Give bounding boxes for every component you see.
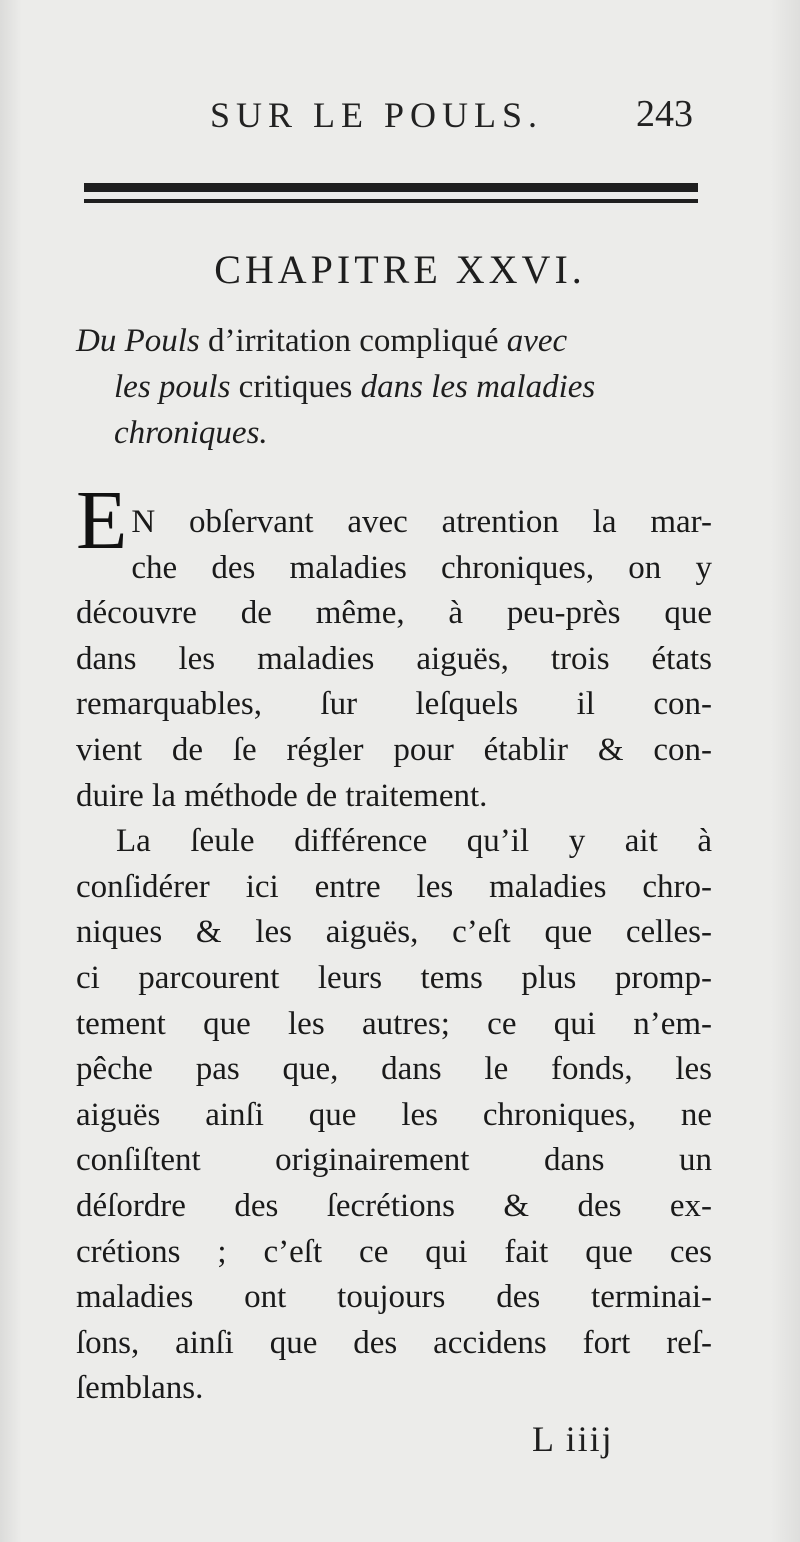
text-line: La ſeule différence qu’il y ait à (116, 823, 712, 860)
text-line: maladies ont toujours des terminai- (76, 1279, 712, 1316)
page-number: 243 (636, 93, 693, 135)
chapter-title: CHAPITRE XXVI. (214, 247, 586, 292)
text-line: ſemblans. (76, 1370, 204, 1407)
text-line: tement que les autres; ce qui n’em- (76, 1005, 712, 1042)
body-text (76, 474, 712, 1412)
text-line: déſordre des ſecrétions & des ex- (76, 1187, 712, 1224)
text-line: remarquables, ſur leſquels il con- (76, 686, 712, 723)
text-line: dans les maladies aiguës, trois états (76, 640, 712, 677)
chapter-subtitle-line: chroniques. (114, 415, 268, 451)
header-rule-thin (84, 199, 698, 203)
running-head (0, 92, 800, 142)
chapter-subtitle-line: les pouls critiques dans les maladies (114, 369, 596, 405)
text-line: crétions ; c’eſt ce qui fait que ces (76, 1233, 712, 1270)
text-line: pêche pas que, dans le fonds, les (76, 1051, 712, 1088)
text-line: ci parcourent leurs tems plus promp- (76, 959, 712, 996)
text-line: découvre de même, à peu-près que (76, 595, 712, 632)
drop-cap: E (76, 474, 128, 567)
text-line: duire la méthode de traitement. (76, 777, 488, 814)
chapter-subtitle-line: Du Pouls d’irritation compliqué avec (76, 323, 568, 359)
text-line: N obſervant avec atrention la mar- (131, 504, 712, 540)
signature-mark: L iiij (532, 1419, 614, 1459)
text-line: conſidérer ici entre les maladies chro- (76, 868, 712, 905)
text-line: ſons, ainſi que des accidens fort reſ- (76, 1324, 712, 1361)
text-line: niques & les aiguës, c’eſt que celles- (76, 914, 712, 951)
text-line: aiguës ainſi que les chroniques, ne (76, 1096, 712, 1133)
text-line: che des maladies chroniques, on y (131, 549, 712, 586)
text-line: conſiſtent originairement dans un (76, 1142, 712, 1179)
header-rule-thick (84, 183, 698, 192)
text-line: vient de ſe régler pour établir & con- (76, 731, 712, 768)
chapter-subtitle (76, 318, 716, 456)
running-title: SUR LE POULS. (210, 95, 544, 135)
